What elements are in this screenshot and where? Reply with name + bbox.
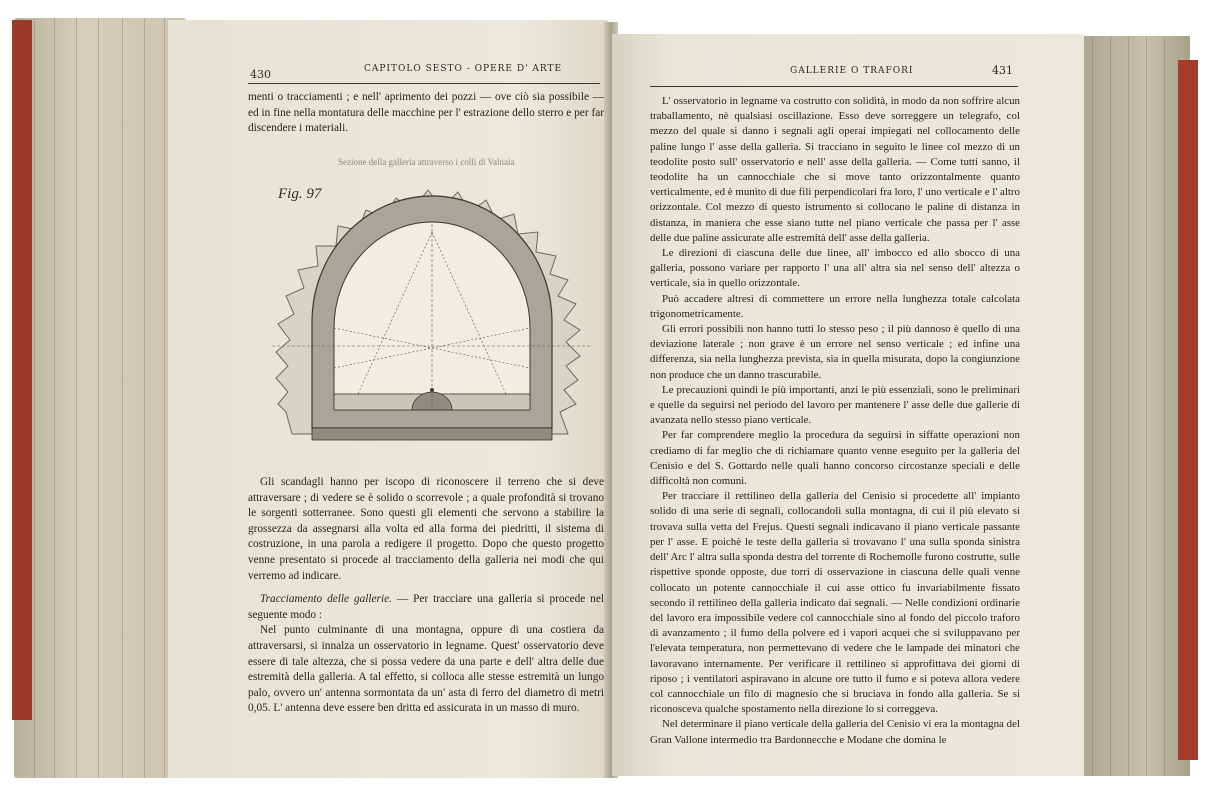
left-paragraph-tracciamento [248, 592, 604, 623]
left-page [168, 20, 608, 778]
right-paragraph-4: Gli errori possibili non hanno tutti lo stesso peso ; il più dannoso è quello di una deviazione laterale ; non grave è un errore nel senso verticale ; ed infine una differenza, sia nella lunghezza prevista, sia in quella misurata, dopo la congiunzione non produce che un danno trascurabile. [650, 323, 1020, 381]
right-paragraph-5: Le precauzioni quindi le più importanti, anzi le più essenziali, sono le preliminari e quelle da seguirsi nel periodo del lavoro per mantenere l' asse delle due gallerie di avanzata nello stesso piano verticale. [650, 383, 1020, 427]
right-running-head: GALLERIE O TRAFORI [790, 66, 914, 76]
left-cover-edge [12, 20, 32, 720]
section-title: Tracciamento delle gallerie. [260, 593, 392, 606]
right-paragraph-7: Per tracciare il rettilineo della galleria del Cenisio si procedette all' impianto solido di una serie di segnali, collocandoli sulla montagna, di cui il più elevato si trovava sulla vetta del Frejus. Questi segnali indicavano il piano verticale passante per l' asse. E poichè le teste della galleria si trovavano l' una sulla sponda sinistra dell' Arc l' altra sulla sponda destra del torrente di Rochemolle furono costrutte, sulle rispettive sponde opposte, due torri di osservazione in ciascuna delle quali venne collocato un potente cannocchiale il cui asse ottico fu invariabilmente fissato secondo il rettilineo della galleria indicato dai segnali. — Nelle condizioni ordinarie del lavoro era impossibile vedere col cannocchiale sino al fondo del piccolo traforo di avanzamento ; il fumo della polvere ed i vapori acquei che si sviluppavano per l'elevata temperatura, non permettevano di vedere che le lampade dei minatori che lavoravano internamente. Per verificare il rettilineo si approfittava dei giorni di riposo ; i ventilatori aspiravano in alcune ore tutto il fumo e si poteva allora vedere col cannocchiale un filo di magnesio che si bruciava in fondo alla galleria. Se si riconosceva qualche spostamento nella direzione lo si correggeva. [650, 490, 1020, 716]
left-body-text [248, 475, 604, 717]
right-paragraph-2: Le direzioni di ciascuna delle due linee, all' imbocco ed allo sbocco di una galleria, possono variare per rapporto l' una all' altra sia nel senso dell' altezza o verticale, sia in quello orizzontale. [650, 247, 1020, 290]
left-running-head: CAPITOLO SESTO - OPERE D' ARTE [364, 64, 563, 74]
tunnel-section-figure [272, 172, 592, 462]
right-paragraph-8: Nel determinare il piano verticale della galleria del Cenisio vi era la montagna del Gran Vallone intermedio tra Bardonnecche e Modane che domina le [650, 718, 1020, 746]
right-cover-edge [1178, 60, 1198, 760]
left-intro-text [248, 90, 604, 137]
right-page [612, 34, 1084, 776]
right-paragraph-1: L' osservatorio in legname va costrutto con solidità, in modo da non soffrire alcun traballamento, nè qualsiasi oscillazione. Esso deve sorreggere un telegrafo, col mezzo del quale si danno i segnali agli operai impiegati nel collocamento delle paline lungo l' asse della galleria. Si tracciano in seguito le linee col mezzo di un teodolite posto sull' osservatorio e nell' asse della galleria. — Come tutti sanno, il teodolite ha un cannocchiale che si move tanto orizzontalmente quanto verticalmente, ed è munito di due fili perpendicolari fra loro, l' uno verticale e l' altro orizzontale. Col mezzo di questo istrumento si collocano le paline di distanza in distanza, in maniera che esse siano tutte nel piano verticale che passa per l' asse delle due paline assicurate alle estremità dell' asse della galleria. [650, 95, 1020, 244]
right-header-rule [650, 86, 1018, 87]
left-page-number: 430 [250, 68, 271, 81]
right-page-number: 431 [992, 64, 1013, 77]
left-paragraph-scandagli: Gli scandagli hanno per iscopo di riconoscere il terreno che si deve attraversare ; di vedere se è solido o scorrevole ; a quale profondità si trovano le sorgenti sotterranee. Sono questi gli elementi che servono a stabilire la grossezza da assegnarsi alla volta ed alla forma dei piedritti, il sistema di costruzione, in una parola a redigere il progetto. Dopo che questo progetto venne presentato si procede al tracciamento della galleria nei modi che qui verremo ad indicare. [248, 476, 604, 582]
right-page-block-edges [1080, 36, 1190, 776]
left-paragraph-osservatorio: Nel punto culminante di una montagna, oppure di una costiera da attraversarsi, si innalza un osservatorio in legname. Quest' osservatorio deve essere di tale altezza, che si possa vedere da una parte e dell' altra delle due estremità della galleria. A tal effetto, si colloca alle stesse estremità un lungo palo, ovvero un' antenna sormontata da un' asta di ferro del diametro di metri 0,05. L' antenna deve essere ben dritta ed assicurata in un masso di muro. [248, 624, 604, 715]
right-paragraph-6: Per far comprendere meglio la procedura da seguirsi in siffatte operazioni non crediamo di far meglio che di richiamare quanto venne eseguito per la galleria del Cenisio e del S. Gottardo nelle quali hanno concorso circostanze speciali e delle difficoltà non comuni. [650, 429, 1020, 488]
right-body-text [650, 94, 1020, 748]
left-intro-paragraph: menti o tracciamenti ; e nell' aprimento dei pozzi — ove ciò sia possibile — ed in fine nella montatura delle macchine per l' estrazione dello sterro e per far discendere i materiali. [248, 91, 604, 135]
left-page-block-edges [14, 18, 186, 778]
right-paragraph-3: Può accadere altresì di commettere un errore nella lunghezza totale calcolata trigonometricamente. [650, 292, 1020, 320]
left-header-rule [248, 83, 600, 84]
section-lead: — Per tracciare una galleria si procede nel seguente modo : [248, 593, 604, 621]
figure-caption: Sezione della galleria attraverso i colli di Valnaia [338, 157, 515, 167]
figure-label: Fig. 97 [278, 186, 322, 202]
